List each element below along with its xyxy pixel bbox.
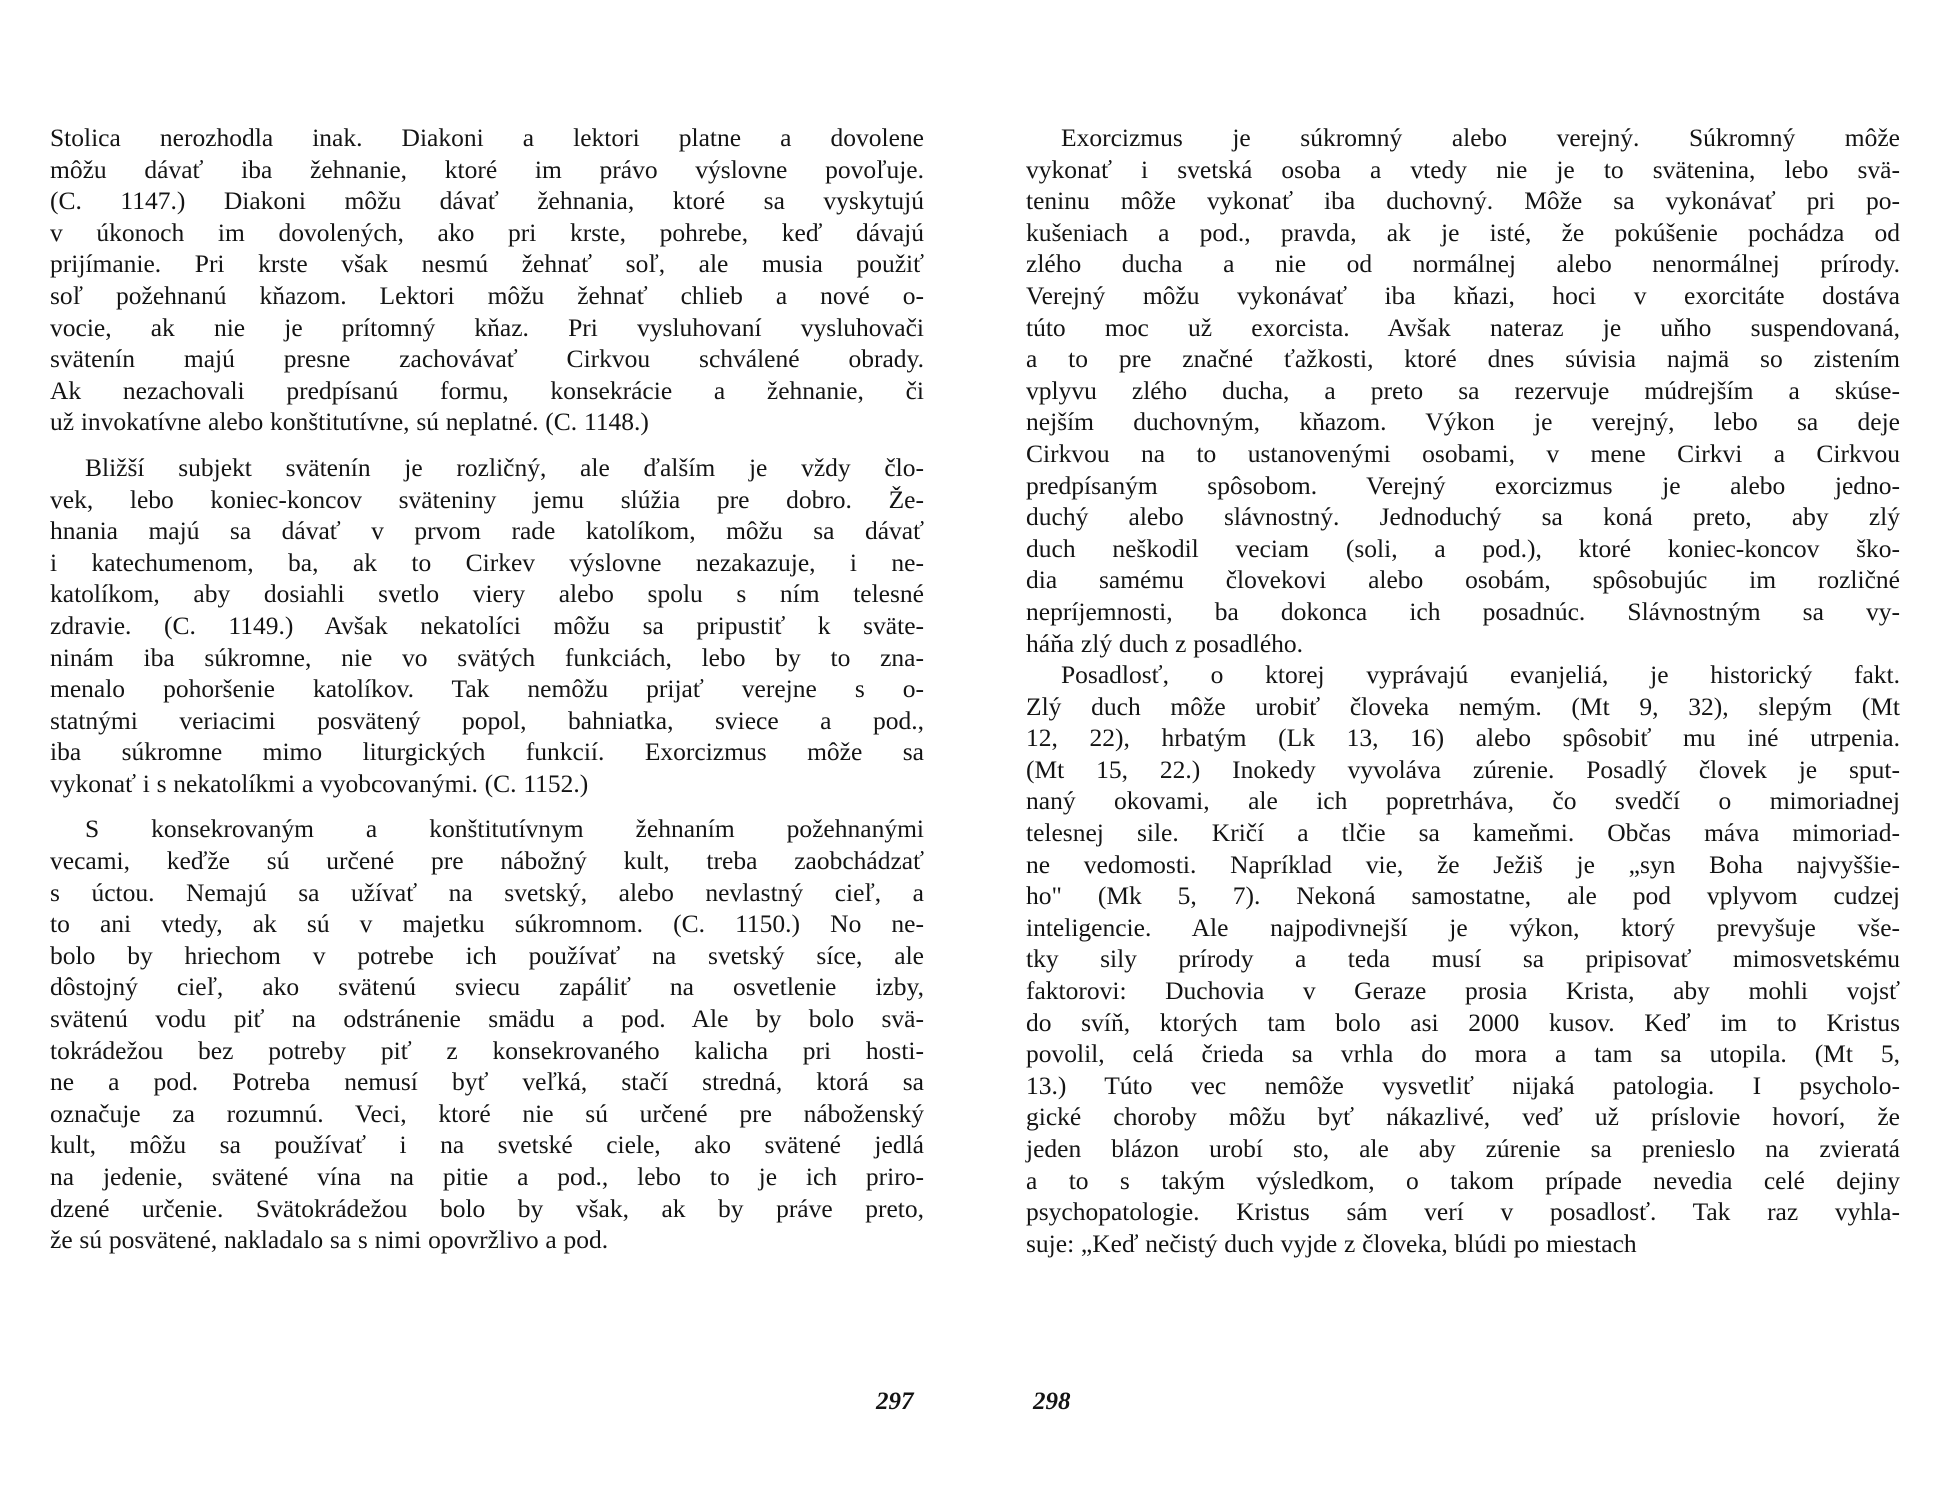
text-line: Cirkvou na to ustanovenými osobami, v mene Cirkvi a Cirkvou bbox=[1026, 438, 1900, 468]
text-line: faktorovi: Duchovia v Geraze prosia Krista, aby mohli vojsť bbox=[1026, 976, 1900, 1006]
text-line: psychopatologie. Kristus sám verí v posadlosť. Tak raz vyhla- bbox=[1026, 1197, 1900, 1227]
text-line: duch neškodil veciam (soli, a pod.), ktoré koniec-koncov ško- bbox=[1026, 533, 1900, 563]
text-line: dzené určenie. Svätokrádežou bolo by však, ak by práve preto, bbox=[50, 1193, 924, 1223]
text-line: prijímanie. Pri krste však nesmú žehnať soľ, ale musia použiť bbox=[50, 249, 924, 279]
text-line: tky sily prírody a teda musí sa pripisovať mimosvetskému bbox=[1026, 944, 1900, 974]
text-line: môžu dávať iba žehnanie, ktoré im právo výslovne povoľuje. bbox=[50, 154, 924, 184]
text-line: iba súkromne mimo liturgických funkcií. Exorcizmus môže sa bbox=[50, 737, 924, 767]
text-line: soľ požehnanú kňazom. Lektori môžu žehnať chlieb a nové o- bbox=[50, 280, 924, 310]
left-page bbox=[50, 122, 924, 1256]
text-line: Bližší subjekt svätenín je rozličný, ale ďalším je vždy člo- bbox=[85, 452, 924, 482]
left-paragraph-2 bbox=[50, 452, 924, 800]
right-page bbox=[1026, 122, 1900, 1259]
text-line: do svíň, ktorých tam bolo asi 2000 kusov. Keď im to Kristus bbox=[1026, 1007, 1900, 1037]
text-line: túto moc už exorcista. Avšak nateraz je uňho suspendovaná, bbox=[1026, 312, 1900, 342]
text-line: svätenín majú presne zachovávať Cirkvou schválené obrady. bbox=[50, 344, 924, 374]
text-line: telesnej sile. Kričí a tlčie sa kameňmi. Občas máva mimoriad- bbox=[1026, 818, 1900, 848]
text-line: 13.) Túto vec nemôže vysvetliť nijaká patologia. I psycholo- bbox=[1026, 1070, 1900, 1100]
text-line: inteligencie. Ale najpodivnejší je výkon, ktorý prevyšuje vše- bbox=[1026, 912, 1900, 942]
text-line: vykonať i s nekatolíkmi a vyobcovanými. (C. 1152.) bbox=[50, 768, 589, 798]
text-line: ne vedomosti. Napríklad vie, že Ježiš je „syn Boha najvyššie- bbox=[1026, 849, 1900, 879]
text-line: kušeniach a pod., pravda, ak je isté, že pokúšenie pochádza od bbox=[1026, 217, 1900, 247]
text-line: ne a pod. Potreba nemusí byť veľká, stačí stredná, ktorá sa bbox=[50, 1067, 924, 1097]
text-line: hnania majú sa dávať v prvom rade katolíkom, môžu sa dávať bbox=[50, 516, 924, 546]
text-line: statnými veriacimi posvätený popol, bahniatka, sviece a pod., bbox=[50, 705, 924, 735]
text-line: zlého ducha a nie od normálnej alebo nenormálnej prírody. bbox=[1026, 249, 1900, 279]
text-line: Posadlosť, o ktorej vyprávajú evanjeliá, je historický fakt. bbox=[1061, 660, 1900, 690]
text-line: suje: „Keď nečistý duch vyjde z človeka, blúdi po miestach bbox=[1026, 1228, 1637, 1258]
text-line: a to pre značné ťažkosti, ktoré dnes súvisia najmä so zistením bbox=[1026, 344, 1900, 374]
text-line: dôstojný cieľ, ako svätenú sviecu zapáliť na osvetlenie izby, bbox=[50, 972, 924, 1002]
text-line: že sú posvätené, nakladalo sa s nimi opovržlivo a pod. bbox=[50, 1225, 609, 1255]
text-line: jeden blázon urobí sto, ale aby zúrenie sa prenieslo na zvieratá bbox=[1026, 1134, 1900, 1163]
text-line: katolíkom, aby dosiahli svetlo viery alebo spolu s ním telesné bbox=[50, 579, 924, 609]
text-line: nejším duchovným, kňazom. Výkon je verejný, lebo sa deje bbox=[1026, 407, 1900, 437]
text-line: s úctou. Nemajú sa užívať na svetský, alebo nevlastný cieľ, a bbox=[50, 877, 924, 907]
text-line: vplyvu zlého ducha, a preto sa rezervuje múdrejším a skúse- bbox=[1026, 375, 1900, 405]
text-line: naný okovami, ale ich popretrháva, čo svedčí o mimoriadnej bbox=[1026, 786, 1900, 816]
text-line: bolo by hriechom v potrebe ich používať na svetský síce, ale bbox=[50, 940, 924, 970]
text-line: zdravie. (C. 1149.) Avšak nekatolíci môžu sa pripustiť k sväte- bbox=[50, 610, 924, 640]
text-line: označuje za rozumnú. Veci, ktoré nie sú určené pre náboženský bbox=[50, 1098, 924, 1128]
text-line: a to s takým výsledkom, o takom prípade nevedia celé dejiny bbox=[1026, 1165, 1900, 1195]
text-line: Ak nezachovali predpísanú formu, konsekrácie a žehnanie, či bbox=[50, 375, 924, 405]
text-line: v úkonoch im dovolených, ako pri krste, pohrebe, keď dávajú bbox=[50, 217, 924, 247]
text-line: na jedenie, svätené vína na pitie a pod., lebo to je ich priro- bbox=[50, 1162, 924, 1191]
text-line: dia samému človekovi alebo osobám, spôsobujúc im rozličné bbox=[1026, 565, 1900, 595]
text-line: ho" (Mk 5, 7). Nekoná samostatne, ale pod vplyvom cudzej bbox=[1026, 881, 1900, 911]
text-line: kult, môžu sa používať i na svetské ciele, ako svätené jedlá bbox=[50, 1130, 924, 1160]
page-number-right: 298 bbox=[1033, 1388, 1071, 1415]
text-line: to ani vtedy, ak sú v majetku súkromnom. (C. 1150.) No ne- bbox=[50, 909, 924, 939]
text-line: menalo pohoršenie katolíkov. Tak nemôžu prijať verejne s o- bbox=[50, 674, 924, 704]
text-line: háňa zlý duch z posadlého. bbox=[1026, 628, 1304, 658]
text-line: vecami, keďže sú určené pre nábožný kult, treba zaobchádzať bbox=[50, 846, 924, 876]
right-paragraph-1 bbox=[1026, 122, 1900, 659]
text-line: 12, 22), hrbatým (Lk 13, 16) alebo spôsobiť mu iné utrpenia. bbox=[1026, 723, 1900, 753]
text-line: Zlý duch môže urobiť človeka nemým. (Mt 9, 32), slepým (Mt bbox=[1026, 691, 1900, 721]
text-line: vocie, ak nie je prítomný kňaz. Pri vysluhovaní vysluhovači bbox=[50, 312, 924, 342]
text-line: vek, lebo koniec-koncov sväteniny jemu slúžia pre dobro. Že- bbox=[50, 484, 924, 514]
text-line: už invokatívne alebo konštitutívne, sú neplatné. (C. 1148.) bbox=[50, 407, 649, 437]
text-line: Stolica nerozhodla inak. Diakoni a lektori platne a dovolene bbox=[50, 123, 924, 152]
left-paragraph-3 bbox=[50, 813, 924, 1255]
page-number-left: 297 bbox=[876, 1388, 914, 1415]
text-line: predpísaným spôsobom. Verejný exorcizmus je alebo jedno- bbox=[1026, 470, 1900, 500]
text-line: nepríjemnosti, ba dokonca ich posadnúc. Slávnostným sa vy- bbox=[1026, 596, 1900, 626]
text-line: gické choroby môžu byť nákazlivé, veď už príslovie hovorí, že bbox=[1026, 1102, 1900, 1132]
text-line: ninám iba súkromne, nie vo svätých funkciách, lebo by to zna- bbox=[50, 642, 924, 672]
text-line: tokrádežou bez potreby piť z konsekrovaného kalicha pri hosti- bbox=[50, 1035, 924, 1065]
text-line: (C. 1147.) Diakoni môžu dávať žehnania, ktoré sa vyskytujú bbox=[50, 186, 924, 216]
text-line: povolil, celá črieda sa vrhla do mora a tam sa utopila. (Mt 5, bbox=[1026, 1039, 1900, 1069]
text-line: i katechumenom, ba, ak to Cirkev výslovne nezakazuje, i ne- bbox=[50, 547, 924, 577]
right-paragraph-2 bbox=[1026, 659, 1900, 1259]
text-line: Verejný môžu vykonávať iba kňazi, hoci v exorcitáte dostáva bbox=[1026, 280, 1900, 310]
text-line: S konsekrovaným a konštitutívnym žehnaním požehnanými bbox=[85, 814, 924, 844]
text-line: (Mt 15, 22.) Inokedy vyvoláva zúrenie. Posadlý človek je sput- bbox=[1026, 754, 1900, 784]
text-line: duchý alebo slávnostný. Jednoduchý sa koná preto, aby zlý bbox=[1026, 502, 1900, 532]
text-line: svätenú vodu piť na odstránenie smädu a pod. Ale by bolo svä- bbox=[50, 1004, 924, 1034]
text-line: vykonať i svetská osoba a vtedy nie je to svätenina, lebo svä- bbox=[1026, 154, 1900, 184]
text-line: Exorcizmus je súkromný alebo verejný. Súkromný môže bbox=[1061, 123, 1900, 152]
text-line: teninu môže vykonať iba duchovný. Môže sa vykonávať pri po- bbox=[1026, 186, 1900, 216]
left-paragraph-1 bbox=[50, 122, 924, 438]
